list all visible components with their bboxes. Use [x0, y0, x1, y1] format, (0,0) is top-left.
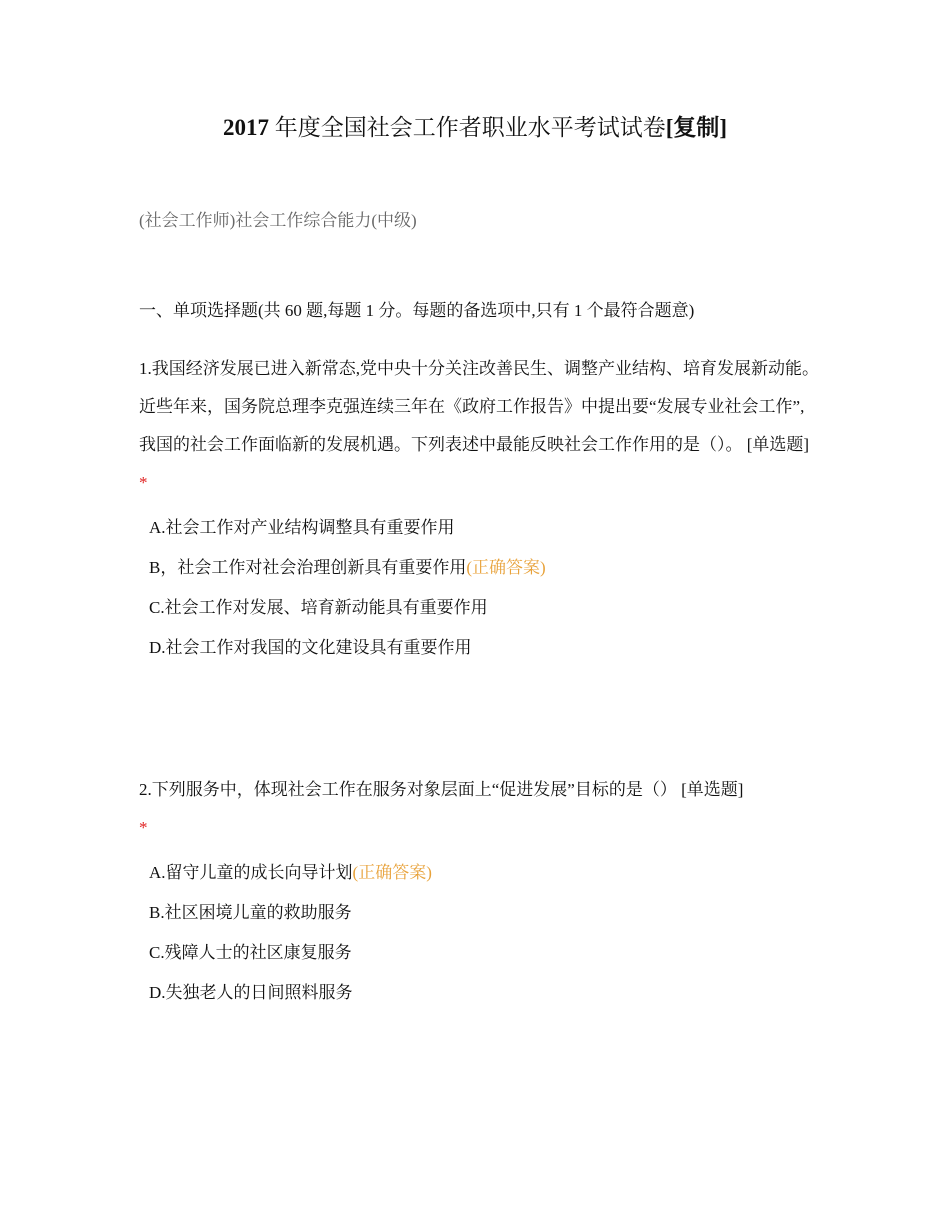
option-text: D.失独老人的日间照料服务: [149, 983, 353, 1002]
option-text: B，社会工作对社会治理创新具有重要作用: [149, 558, 467, 577]
option-text: C.社会工作对发展、培育新动能具有重要作用: [149, 598, 488, 617]
question-2: [139, 771, 819, 1013]
question-stem-text: 1.我国经济发展已进入新常态,党中央十分关注改善民生、调整产业结构、培育发展新动能。近些年来，国务院总理李克强连续三年在《政府工作报告》中提出要“发展专业社会工作”,我国的社会工作面临新的发展机遇。下列表述中最能反映社会工作作用的是（）。 [单选题]: [139, 359, 819, 454]
required-mark: *: [139, 818, 148, 837]
page-title: [0, 108, 950, 148]
correct-answer-label: (正确答案): [466, 558, 546, 577]
question-stem: [139, 771, 819, 847]
option-c[interactable]: [139, 933, 819, 973]
option-d[interactable]: [139, 973, 819, 1013]
exam-subtitle: (社会工作师)社会工作综合能力(中级): [139, 211, 417, 230]
option-text: B.社区困境儿童的救助服务: [149, 903, 352, 922]
question-1: [139, 350, 819, 668]
option-text: A.社会工作对产业结构调整具有重要作用: [149, 518, 455, 537]
option-b[interactable]: [139, 548, 819, 588]
option-a[interactable]: [139, 853, 819, 893]
option-list: [139, 508, 819, 668]
option-b[interactable]: [139, 893, 819, 933]
title-year: 2017: [222, 115, 269, 140]
option-c[interactable]: [139, 588, 819, 628]
option-a[interactable]: [139, 508, 819, 548]
option-text: C.残障人士的社区康复服务: [149, 943, 352, 962]
option-text: D.社会工作对我国的文化建设具有重要作用: [149, 638, 472, 657]
required-mark: *: [139, 473, 148, 492]
title-suffix: [复制]: [665, 115, 728, 140]
correct-answer-label: (正确答案): [352, 863, 432, 882]
question-stem: [139, 350, 819, 502]
option-text: A.留守儿童的成长向导计划: [149, 863, 353, 882]
title-text: 年度全国社会工作者职业水平考试试卷: [268, 115, 666, 140]
section-heading: 一、单项选择题(共 60 题,每题 1 分。每题的备选项中,只有 1 个最符合题意): [139, 301, 695, 320]
question-stem-text: 2.下列服务中，体现社会工作在服务对象层面上“促进发展”目标的是（） [单选题]: [139, 780, 744, 799]
option-d[interactable]: [139, 628, 819, 668]
option-list: [139, 853, 819, 1013]
